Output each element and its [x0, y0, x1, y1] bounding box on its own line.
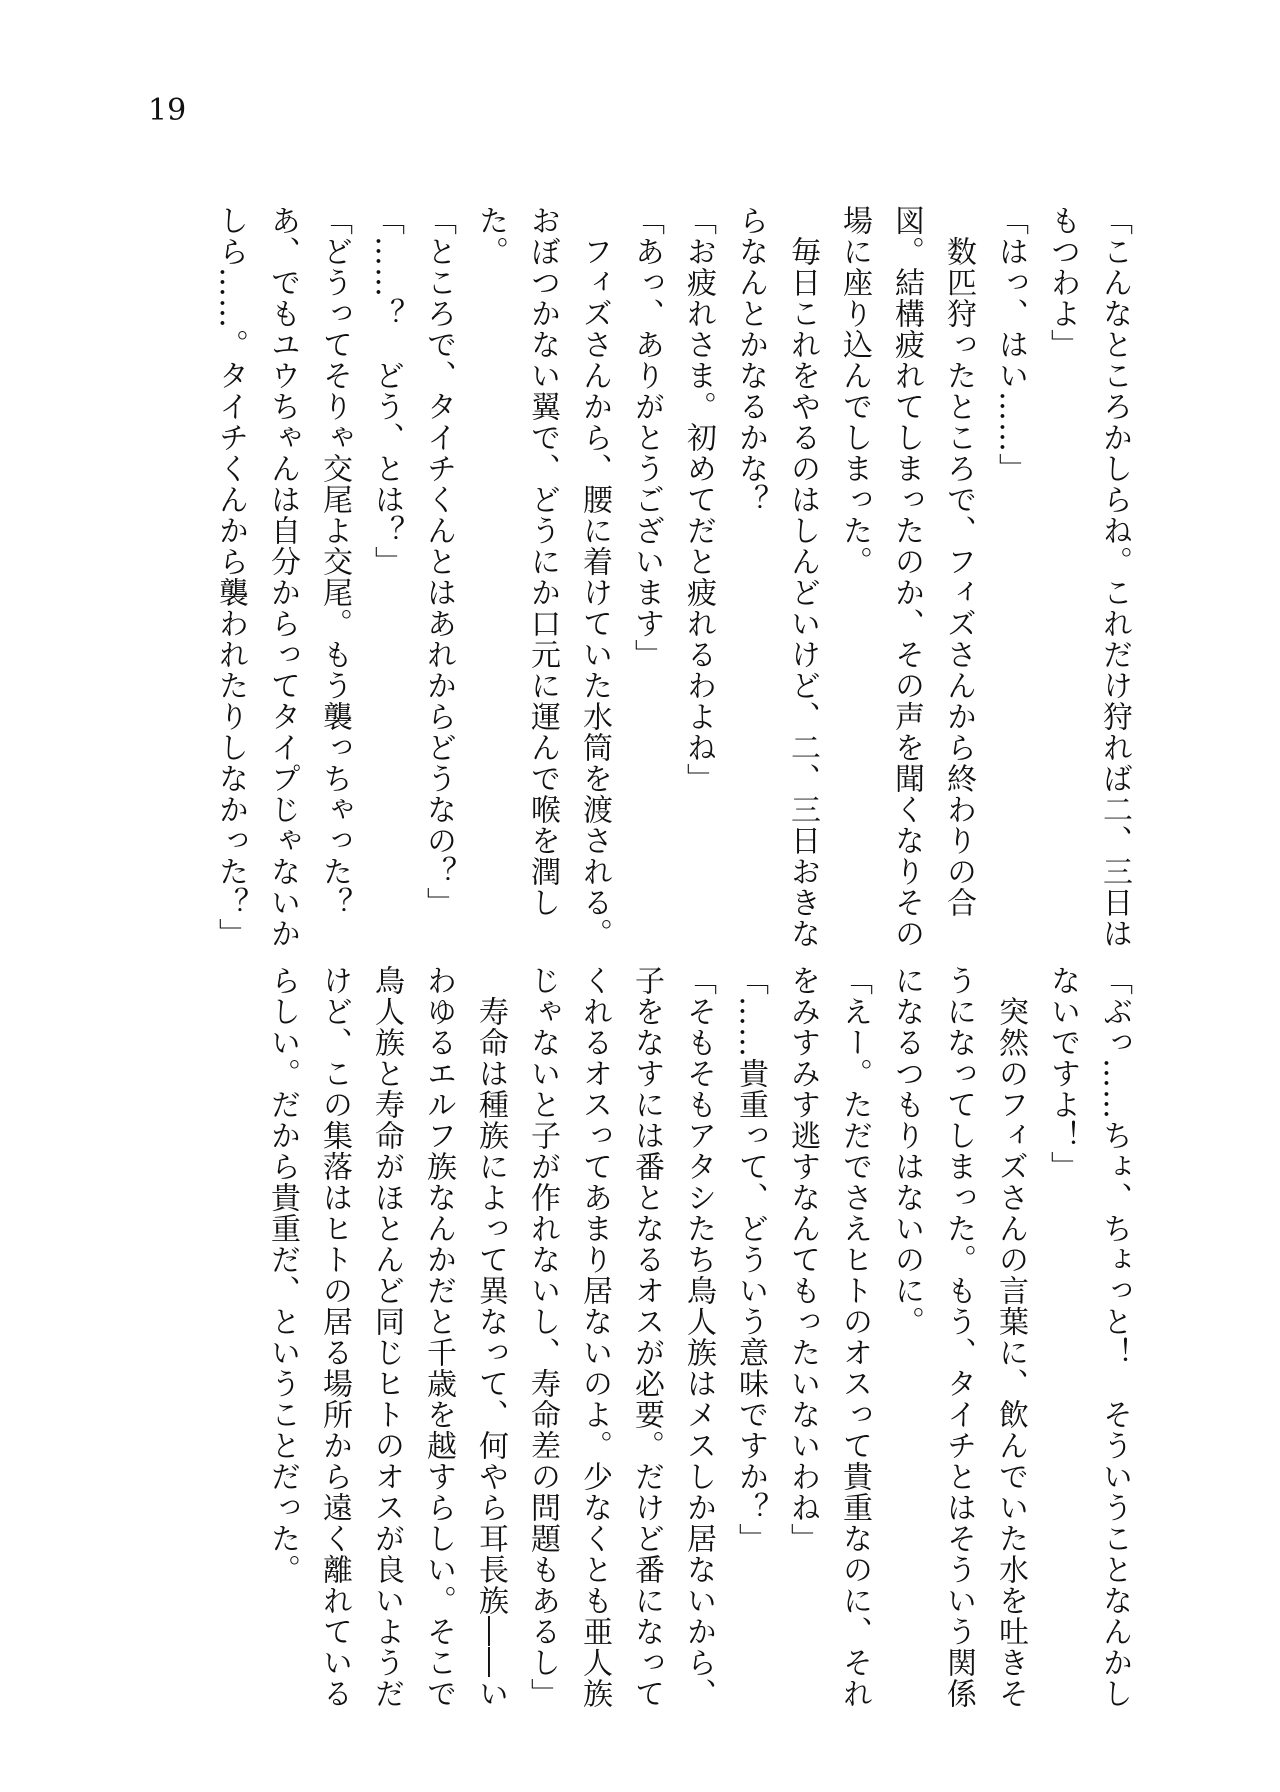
text-line: もつわよ」 [1045, 205, 1080, 360]
text-line: 毎日これをやるのはしんどいけど、二、三日おきな [785, 205, 820, 949]
text-line: 「どうってそりゃ交尾よ交尾。もう襲っちゃった？ [317, 205, 352, 918]
text-line: わゆるエルフ族なんかだと千歳を越すらしい。そこで [421, 965, 456, 1709]
text-line: 「はっ、はい……」 [993, 205, 1028, 484]
text-line: 「……貴重って、どういう意味ですか？」 [733, 965, 768, 1554]
page-number: 19 [148, 93, 187, 128]
text-line: らなんとかなるかな？ [733, 205, 768, 515]
text-line: 「えー。ただでさえヒトのオスって貴重なのに、それ [837, 965, 872, 1709]
text-line: 図。結構疲れてしまったのか、その声を聞くなりその [889, 205, 924, 949]
text-line: 「あっ、ありがとうございます」 [629, 205, 664, 670]
text-line: 子をなすには番となるオスが必要。だけど番になって [629, 965, 664, 1709]
text-line: 数匹狩ったところで、フィズさんから終わりの合 [941, 205, 976, 918]
text-line: ないですよ！」 [1045, 965, 1080, 1182]
text-line: た。 [473, 205, 508, 267]
text-line: くれるオスってあまり居ないのよ。少なくとも亜人族 [577, 965, 612, 1709]
text-line: フィズさんから、腰に着けていた水筒を渡される。 [577, 205, 612, 949]
text-line: 「お疲れさま。初めてだと疲れるわよね」 [681, 205, 716, 794]
text-line: あ、でもユウちゃんは自分からってタイプじゃないか [265, 205, 300, 949]
text-line: 「そもそもアタシたち鳥人族はメスしか居ないから、 [681, 965, 716, 1709]
text-line: じゃないと子が作れないし、寿命差の問題もあるし」 [525, 965, 560, 1709]
text-line: らしい。だから貴重だ、ということだった。 [265, 965, 300, 1585]
text-line: をみすみす逃すなんてもったいないわね」 [785, 965, 820, 1554]
text-line: 突然のフィズさんの言葉に、飲んでいた水を吐きそ [993, 965, 1028, 1709]
text-line: 鳥人族と寿命がほとんど同じヒトのオスが良いようだ [369, 965, 404, 1709]
text-line: うになってしまった。もう、タイチとはそういう関係 [941, 965, 976, 1709]
text-line: になるつもりはないのに。 [889, 965, 924, 1337]
text-line: 場に座り込んでしまった。 [837, 205, 872, 577]
text-line: 寿命は種族によって異なって、何やら耳長族――い [473, 965, 508, 1709]
text-line: おぼつかない翼で、どうにか口元に運んで喉を潤し [525, 205, 560, 918]
text-line: 「ぶっ……ちょ、ちょっと！ そういうことなんかし [1097, 965, 1132, 1709]
text-line: しら……。タイチくんから襲われたりしなかった？」 [213, 205, 248, 949]
text-line: 「……？ どう、とは？」 [369, 205, 404, 577]
text-line: 「こんなところかしらね。これだけ狩れば二、三日は [1097, 205, 1132, 949]
text-line: 「ところで、タイチくんとはあれからどうなの？」 [421, 205, 456, 918]
text-block-upper [210, 205, 1140, 949]
text-block-lower [210, 965, 1140, 1709]
text-line: けど、この集落はヒトの居る場所から遠く離れている [317, 965, 352, 1709]
